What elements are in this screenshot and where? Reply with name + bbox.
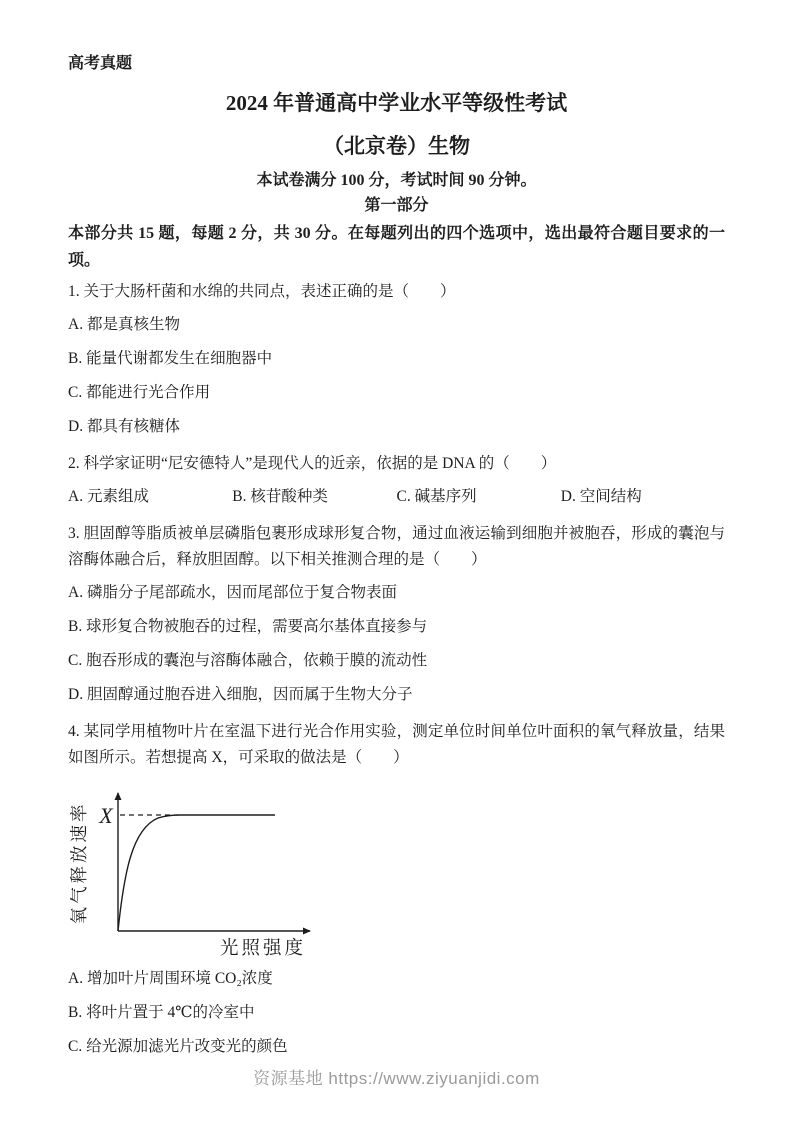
question-2 [68,451,725,507]
q3-option-d: D. 胆固醇通过胞吞进入细胞，因而属于生物大分子 [68,686,413,703]
q2-option-c: C. 碱基序列 [396,488,477,505]
q1-stem: 1. 关于大肠杆菌和水绵的共同点，表述正确的是（ ） [68,283,456,300]
oxygen-curve [118,815,275,931]
q3-option-c: C. 胞吞形成的囊泡与溶酶体融合，依赖于膜的流动性 [68,652,428,669]
y-axis-label: 氧气释放速率 [69,801,89,925]
q2-option-b: B. 核苷酸种类 [232,488,328,505]
q1-option-c: C. 都能进行光合作用 [68,384,211,401]
q3-option-b: B. 球形复合物被胞吞的过程，需要高尔基体直接参与 [68,618,428,635]
q1-option-b: B. 能量代谢都发生在细胞器中 [68,350,273,367]
section-description: 本部分共 15 题，每题 2 分，共 30 分。在每题列出的四个选项中，选出最符合题目要求的一项。 [68,225,725,269]
paper-tag: 高考真题 [68,55,133,72]
question-1 [68,279,725,437]
paper-subtitle: （北京卷）生物 [323,134,470,158]
q4-option-c: C. 给光源加滤光片改变光的颜色 [68,1038,288,1055]
q3-option-a: A. 磷脂分子尾部疏水，因而尾部位于复合物表面 [68,584,397,601]
y-marker-label: X [99,803,113,828]
q3-stem: 3. 胆固醇等脂质被单层磷脂包裹形成球形复合物，通过血液运输到细胞并被胞吞，形成的囊泡与溶酶体融合后，释放胆固醇。以下相关推测合理的是（ ） [68,525,725,568]
x-axis-label: 光照强度 [220,939,307,959]
q4-option-a: A. 增加叶片周围环境 CO₂浓度 [68,970,273,987]
q1-option-a: A. 都是真核生物 [68,316,180,333]
oxygen-release-chart [68,781,398,961]
section-heading: 第一部分 [364,197,429,214]
q4-option-b: B. 将叶片置于 4℃的冷室中 [68,1004,255,1021]
paper-title: 2024 年普通高中学业水平等级性考试 [225,91,568,115]
q2-option-d: D. 空间结构 [560,488,642,505]
question-4 [68,719,725,1057]
q4-figure [68,781,725,961]
q4-stem: 4. 某同学用植物叶片在室温下进行光合作用实验，测定单位时间单位叶面积的氧气释放量，结果如图所示。若想提高 X，可采取的做法是（ ） [68,723,725,766]
footer-watermark: 资源基地 https://www.ziyuanjidi.com [253,1069,540,1088]
question-3 [68,521,725,705]
q2-stem: 2. 科学家证明“尼安德特人”是现代人的近亲，依据的是 DNA 的（ ） [68,455,557,472]
paper-info: 本试卷满分 100 分，考试时间 90 分钟。 [256,172,537,189]
q2-options-row [68,487,725,507]
q1-option-d: D. 都具有核糖体 [68,418,180,435]
q2-option-a: A. 元素组成 [68,488,149,505]
